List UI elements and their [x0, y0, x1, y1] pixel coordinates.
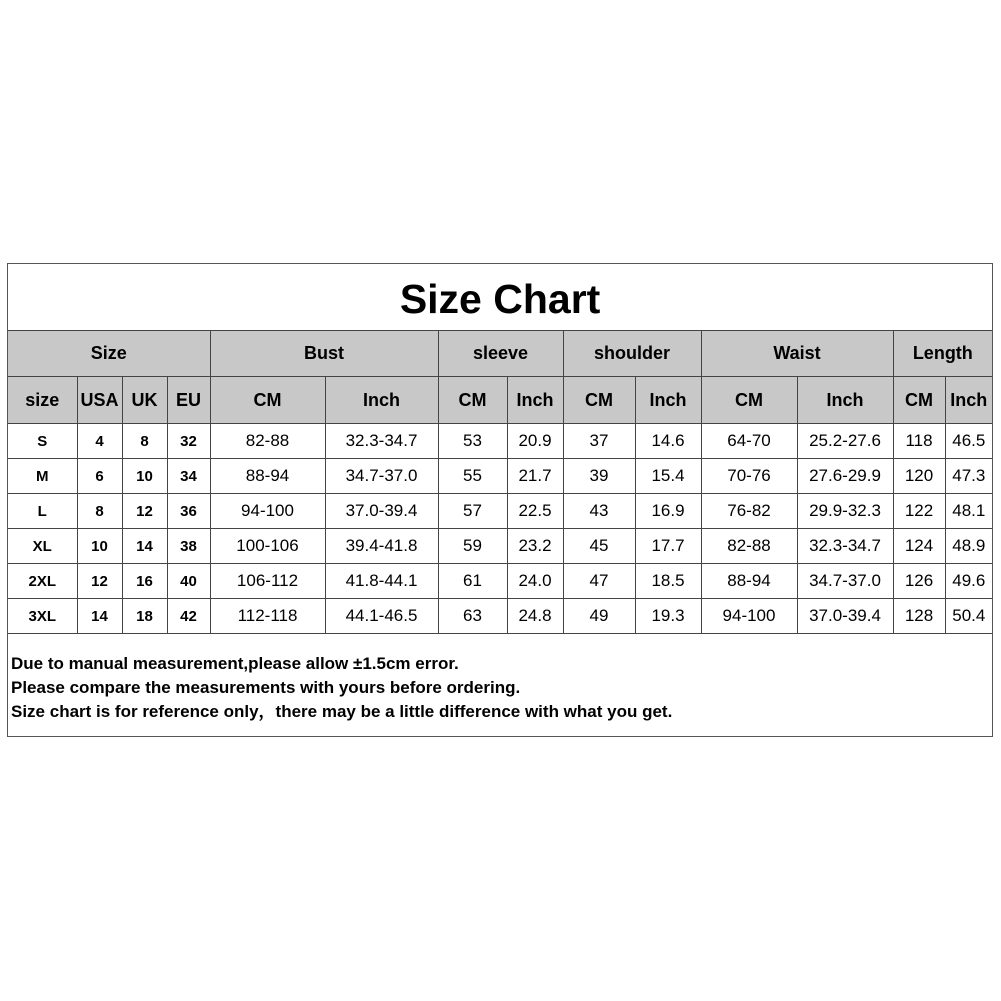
notes-block	[11, 652, 981, 724]
table-cell: 4	[77, 424, 122, 459]
table-cell: 29.9-32.3	[797, 494, 893, 529]
table-cell: 17.7	[635, 529, 701, 564]
table-cell: 14	[122, 529, 167, 564]
table-cell: 21.7	[507, 459, 563, 494]
table-cell: 88-94	[210, 459, 325, 494]
table-cell: 45	[563, 529, 635, 564]
table-cell: 16	[122, 564, 167, 599]
note-line: Size chart is for reference only，there may be a little difference with what you get.	[11, 702, 673, 721]
size-group-header: Size	[8, 331, 210, 377]
size-label-cell: 3XL	[8, 599, 77, 634]
table-cell: 34.7-37.0	[325, 459, 438, 494]
table-cell: 82-88	[210, 424, 325, 459]
table-cell: 14	[77, 599, 122, 634]
table-cell: 76-82	[701, 494, 797, 529]
column-header: CM	[210, 377, 325, 424]
size-chart-table	[8, 264, 992, 634]
table-cell: 94-100	[210, 494, 325, 529]
table-cell: 44.1-46.5	[325, 599, 438, 634]
table-cell: 25.2-27.6	[797, 424, 893, 459]
table-cell: 122	[893, 494, 945, 529]
table-cell: 32.3-34.7	[797, 529, 893, 564]
table-cell: 55	[438, 459, 507, 494]
note-line: Due to manual measurement,please allow ±1.5cm error.	[11, 654, 459, 673]
table-cell: 22.5	[507, 494, 563, 529]
table-cell: 32.3-34.7	[325, 424, 438, 459]
table-cell: 126	[893, 564, 945, 599]
table-cell: 49	[563, 599, 635, 634]
table-cell: 10	[122, 459, 167, 494]
table-cell: 12	[77, 564, 122, 599]
table-cell: 128	[893, 599, 945, 634]
table-cell: 37.0-39.4	[797, 599, 893, 634]
group-header-row	[8, 331, 992, 377]
table-cell: 112-118	[210, 599, 325, 634]
column-header: size	[8, 377, 77, 424]
table-cell: 18	[122, 599, 167, 634]
size-label-cell: L	[8, 494, 77, 529]
table-cell: 34.7-37.0	[797, 564, 893, 599]
table-cell: 8	[77, 494, 122, 529]
table-cell: 48.1	[945, 494, 992, 529]
table-cell: 47	[563, 564, 635, 599]
column-header: UK	[122, 377, 167, 424]
table-cell: 50.4	[945, 599, 992, 634]
column-header: USA	[77, 377, 122, 424]
waist-group-header: Waist	[701, 331, 893, 377]
table-row	[8, 529, 992, 564]
table-cell: 37.0-39.4	[325, 494, 438, 529]
table-cell: 10	[77, 529, 122, 564]
table-cell: 6	[77, 459, 122, 494]
table-cell: 118	[893, 424, 945, 459]
sleeve-group-header: sleeve	[438, 331, 563, 377]
table-cell: 57	[438, 494, 507, 529]
table-cell: 12	[122, 494, 167, 529]
table-row	[8, 599, 992, 634]
column-header: Inch	[797, 377, 893, 424]
table-cell: 24.0	[507, 564, 563, 599]
table-cell: 46.5	[945, 424, 992, 459]
table-cell: 106-112	[210, 564, 325, 599]
size-label-cell: M	[8, 459, 77, 494]
table-cell: 120	[893, 459, 945, 494]
table-cell: 38	[167, 529, 210, 564]
shoulder-group-header: shoulder	[563, 331, 701, 377]
note-line: Please compare the measurements with yours before ordering.	[11, 678, 521, 697]
table-cell: 18.5	[635, 564, 701, 599]
table-cell: 49.6	[945, 564, 992, 599]
size-chart-title: Size Chart	[8, 264, 992, 331]
table-cell: 63	[438, 599, 507, 634]
table-cell: 19.3	[635, 599, 701, 634]
table-cell: 34	[167, 459, 210, 494]
table-cell: 39	[563, 459, 635, 494]
table-cell: 88-94	[701, 564, 797, 599]
table-cell: 37	[563, 424, 635, 459]
table-cell: 82-88	[701, 529, 797, 564]
table-cell: 8	[122, 424, 167, 459]
column-header: Inch	[945, 377, 992, 424]
bust-group-header: Bust	[210, 331, 438, 377]
table-cell: 24.8	[507, 599, 563, 634]
table-row	[8, 459, 992, 494]
table-row	[8, 494, 992, 529]
table-cell: 70-76	[701, 459, 797, 494]
column-header: CM	[563, 377, 635, 424]
column-header: CM	[438, 377, 507, 424]
column-header: Inch	[635, 377, 701, 424]
table-cell: 48.9	[945, 529, 992, 564]
table-cell: 94-100	[701, 599, 797, 634]
size-chart-frame	[7, 263, 993, 737]
column-header: CM	[701, 377, 797, 424]
length-group-header: Length	[893, 331, 992, 377]
table-cell: 43	[563, 494, 635, 529]
table-cell: 23.2	[507, 529, 563, 564]
column-header: EU	[167, 377, 210, 424]
table-cell: 15.4	[635, 459, 701, 494]
table-cell: 41.8-44.1	[325, 564, 438, 599]
table-cell: 64-70	[701, 424, 797, 459]
table-cell: 124	[893, 529, 945, 564]
sub-header-row	[8, 377, 992, 424]
table-cell: 36	[167, 494, 210, 529]
table-cell: 27.6-29.9	[797, 459, 893, 494]
table-row	[8, 424, 992, 459]
table-cell: 42	[167, 599, 210, 634]
size-label-cell: S	[8, 424, 77, 459]
column-header: Inch	[507, 377, 563, 424]
table-cell: 20.9	[507, 424, 563, 459]
table-row	[8, 564, 992, 599]
table-cell: 32	[167, 424, 210, 459]
table-cell: 59	[438, 529, 507, 564]
table-cell: 53	[438, 424, 507, 459]
column-header: Inch	[325, 377, 438, 424]
size-label-cell: 2XL	[8, 564, 77, 599]
table-cell: 40	[167, 564, 210, 599]
table-cell: 47.3	[945, 459, 992, 494]
table-cell: 39.4-41.8	[325, 529, 438, 564]
table-cell: 61	[438, 564, 507, 599]
table-cell: 16.9	[635, 494, 701, 529]
size-label-cell: XL	[8, 529, 77, 564]
table-cell: 100-106	[210, 529, 325, 564]
table-cell: 14.6	[635, 424, 701, 459]
column-header: CM	[893, 377, 945, 424]
